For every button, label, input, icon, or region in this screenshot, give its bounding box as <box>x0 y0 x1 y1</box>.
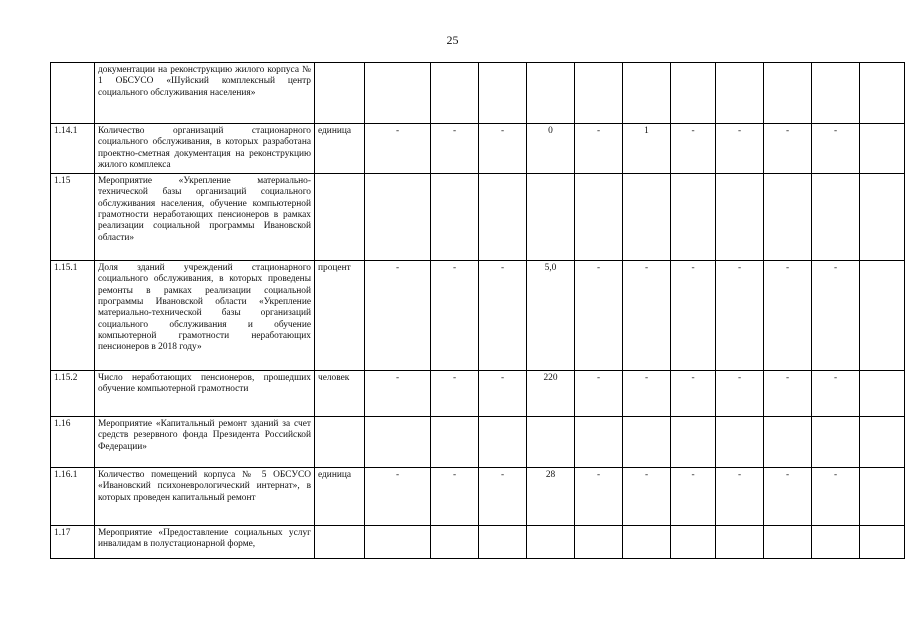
value-cell: - <box>764 468 812 526</box>
value-cell <box>431 63 479 124</box>
unit-cell <box>315 174 365 261</box>
value-cell <box>860 371 905 417</box>
table-row <box>51 526 905 559</box>
value-cell <box>479 526 527 559</box>
table-row <box>51 468 905 526</box>
description-cell: Мероприятие «Укрепление материально-технической базы организаций социального обслуживания населения, обучение компьютерной грамотности неработающих пенсионеров в рамках реализации социальной программы Ивановской области» <box>95 174 315 261</box>
table-body <box>51 63 905 559</box>
value-cell <box>860 174 905 261</box>
value-cell <box>716 526 764 559</box>
value-cell: - <box>716 468 764 526</box>
value-cell <box>812 417 860 468</box>
value-cell: - <box>365 371 431 417</box>
row-number-cell: 1.16.1 <box>51 468 95 526</box>
value-cell <box>860 63 905 124</box>
value-cell <box>812 63 860 124</box>
table-row <box>51 261 905 371</box>
unit-cell: процент <box>315 261 365 371</box>
value-cell <box>575 63 623 124</box>
table-row <box>51 371 905 417</box>
value-cell <box>764 174 812 261</box>
value-cell: 1 <box>623 124 671 174</box>
value-cell: - <box>764 261 812 371</box>
value-cell: 0 <box>527 124 575 174</box>
unit-cell <box>315 417 365 468</box>
unit-cell <box>315 526 365 559</box>
value-cell: - <box>623 261 671 371</box>
description-cell: Доля зданий учреждений стационарного социального обслуживания, в которых проведены ремонты в рамках реализации социальной программы Ивановской области «Укрепление материально-технической базы организаций социального обслуживания и обучение компьютерной грамотности неработающих пенсионеров в 2018 году» <box>95 261 315 371</box>
value-cell <box>365 417 431 468</box>
description-cell: Число неработающих пенсионеров, прошедших обучение компьютерной грамотности <box>95 371 315 417</box>
value-cell <box>365 526 431 559</box>
description-cell: Количество организаций стационарного социального обслуживания, в которых разработана проектно-сметная документация на реконструкцию жилого комплекса <box>95 124 315 174</box>
value-cell: 28 <box>527 468 575 526</box>
value-cell: - <box>716 371 764 417</box>
unit-cell: человек <box>315 371 365 417</box>
value-cell <box>623 526 671 559</box>
row-number-cell: 1.14.1 <box>51 124 95 174</box>
value-cell: - <box>479 468 527 526</box>
value-cell <box>671 526 716 559</box>
value-cell: - <box>365 261 431 371</box>
value-cell <box>716 417 764 468</box>
value-cell: - <box>764 371 812 417</box>
value-cell: - <box>671 124 716 174</box>
value-cell: - <box>671 468 716 526</box>
value-cell: - <box>812 124 860 174</box>
row-number-cell: 1.16 <box>51 417 95 468</box>
description-cell: Мероприятие «Предоставление социальных услуг инвалидам в полустационарной форме, <box>95 526 315 559</box>
row-number-cell <box>51 63 95 124</box>
description-cell: Мероприятие «Капитальный ремонт зданий за счет средств резервного фонда Президента Российской Федерации» <box>95 417 315 468</box>
value-cell: - <box>365 468 431 526</box>
value-cell: - <box>623 468 671 526</box>
value-cell <box>527 174 575 261</box>
value-cell <box>431 526 479 559</box>
value-cell <box>812 174 860 261</box>
value-cell <box>764 526 812 559</box>
value-cell: - <box>812 261 860 371</box>
value-cell: - <box>575 261 623 371</box>
value-cell: - <box>716 261 764 371</box>
value-cell <box>431 417 479 468</box>
value-cell <box>860 261 905 371</box>
table-row <box>51 124 905 174</box>
description-cell: документации на реконструкцию жилого корпуса № 1 ОБСУСО «Шуйский комплексный центр социального обслуживания населения» <box>95 63 315 124</box>
value-cell: - <box>716 124 764 174</box>
value-cell <box>527 417 575 468</box>
value-cell: 220 <box>527 371 575 417</box>
value-cell <box>671 174 716 261</box>
value-cell: - <box>479 261 527 371</box>
table-row <box>51 174 905 261</box>
value-cell <box>431 174 479 261</box>
value-cell <box>575 526 623 559</box>
indicators-table <box>50 62 905 559</box>
value-cell <box>575 174 623 261</box>
value-cell <box>764 417 812 468</box>
value-cell <box>860 526 905 559</box>
row-number-cell: 1.17 <box>51 526 95 559</box>
value-cell: - <box>812 468 860 526</box>
value-cell: - <box>431 124 479 174</box>
row-number-cell: 1.15 <box>51 174 95 261</box>
value-cell <box>860 468 905 526</box>
value-cell <box>764 63 812 124</box>
table-row <box>51 417 905 468</box>
value-cell: - <box>623 371 671 417</box>
unit-cell <box>315 63 365 124</box>
value-cell <box>671 63 716 124</box>
description-cell: Количество помещений корпуса № 5 ОБСУСО «Ивановский психоневрологический интернат», в которых проведен капитальный ремонт <box>95 468 315 526</box>
value-cell <box>527 63 575 124</box>
value-cell <box>479 417 527 468</box>
table-row <box>51 63 905 124</box>
unit-cell: единица <box>315 468 365 526</box>
value-cell: - <box>365 124 431 174</box>
page-number: 25 <box>446 33 459 47</box>
value-cell: - <box>812 371 860 417</box>
value-cell <box>365 174 431 261</box>
value-cell <box>527 526 575 559</box>
row-number-cell: 1.15.2 <box>51 371 95 417</box>
value-cell: - <box>431 261 479 371</box>
value-cell <box>860 417 905 468</box>
value-cell: - <box>431 468 479 526</box>
value-cell: - <box>764 124 812 174</box>
value-cell: - <box>575 371 623 417</box>
value-cell <box>716 174 764 261</box>
value-cell: - <box>671 261 716 371</box>
value-cell <box>671 417 716 468</box>
value-cell <box>365 63 431 124</box>
row-number-cell: 1.15.1 <box>51 261 95 371</box>
value-cell <box>479 63 527 124</box>
value-cell: - <box>671 371 716 417</box>
unit-cell: единица <box>315 124 365 174</box>
value-cell: - <box>431 371 479 417</box>
value-cell <box>479 174 527 261</box>
value-cell <box>575 417 623 468</box>
value-cell: - <box>479 371 527 417</box>
value-cell <box>623 417 671 468</box>
value-cell: - <box>575 468 623 526</box>
value-cell: 5,0 <box>527 261 575 371</box>
value-cell <box>623 174 671 261</box>
value-cell <box>860 124 905 174</box>
value-cell <box>812 526 860 559</box>
value-cell: - <box>479 124 527 174</box>
value-cell: - <box>575 124 623 174</box>
value-cell <box>716 63 764 124</box>
value-cell <box>623 63 671 124</box>
